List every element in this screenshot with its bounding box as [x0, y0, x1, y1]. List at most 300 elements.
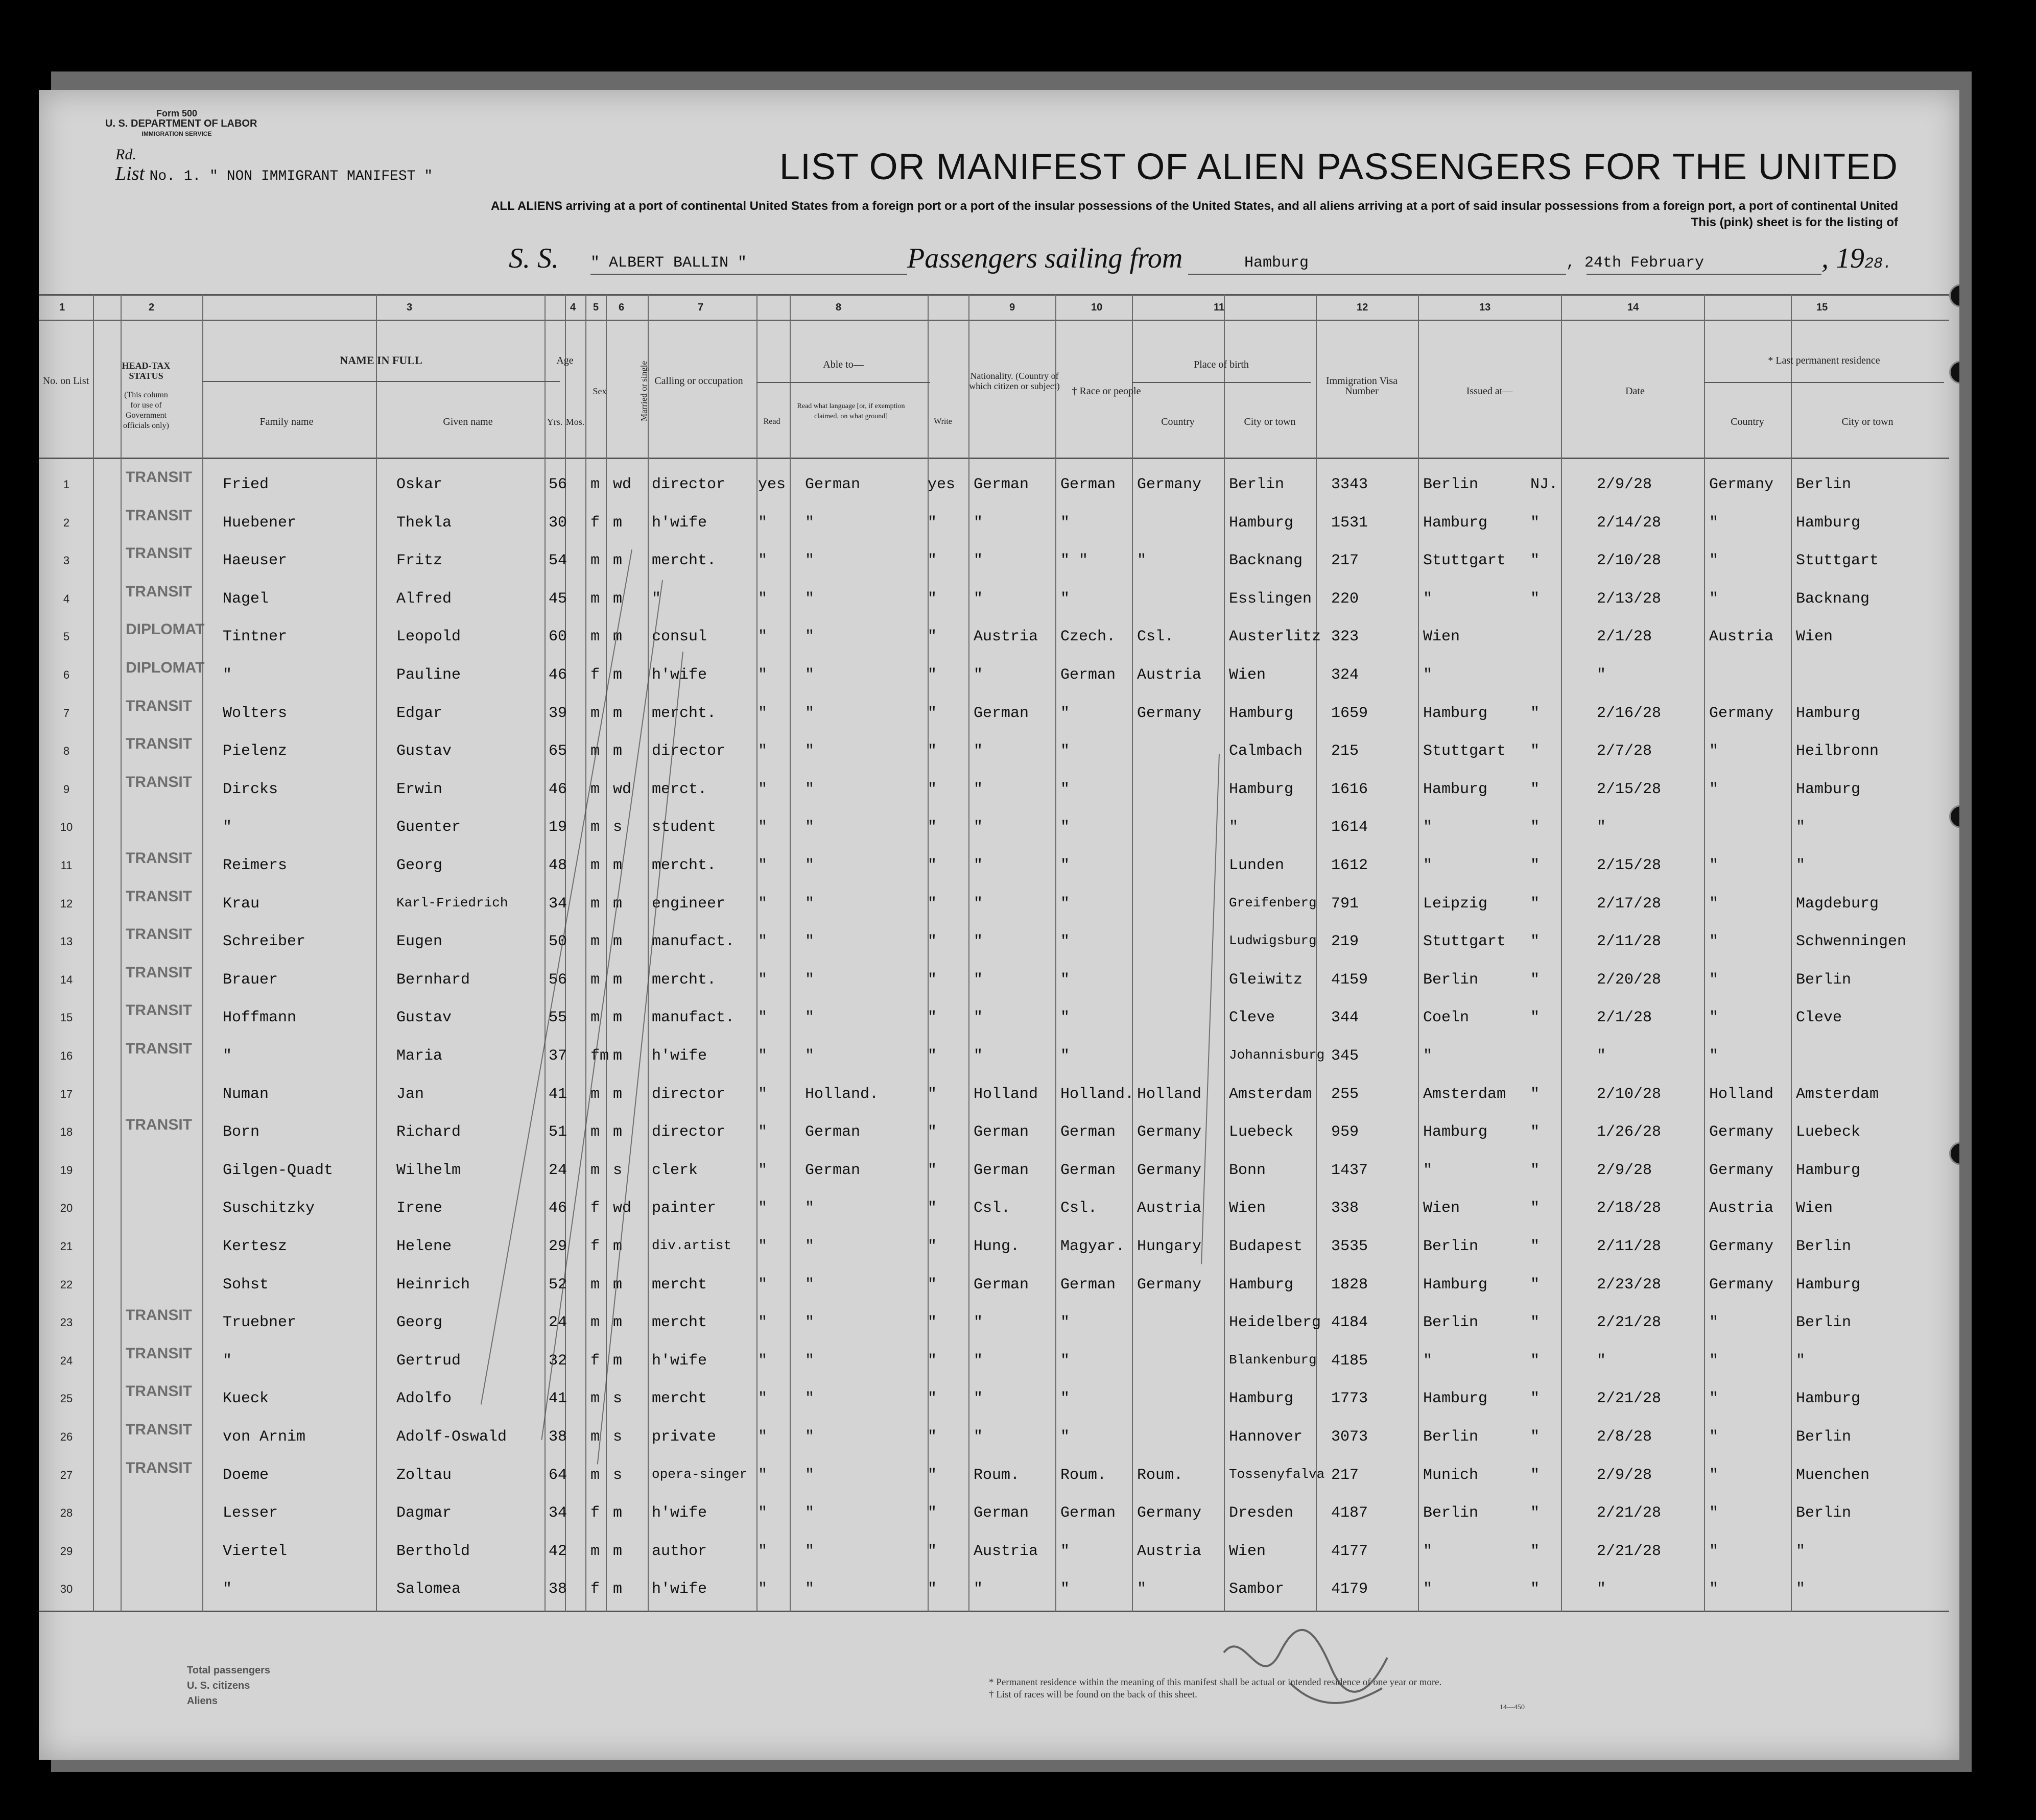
- cell-race: ": [1060, 933, 1070, 951]
- cell-bcity: Amsterdam: [1229, 1085, 1312, 1103]
- cell-rcountry: ": [1709, 780, 1719, 798]
- cell-date: 2/21/28: [1597, 1504, 1662, 1522]
- cell-ms: m: [613, 1542, 623, 1560]
- cell-ms: m: [613, 514, 623, 532]
- cell-write: ": [928, 933, 937, 951]
- column-divider: [1316, 294, 1317, 1612]
- column-number: 12: [1357, 302, 1368, 313]
- cell-race: ": [1060, 514, 1070, 532]
- cell-family: Nagel: [223, 590, 269, 608]
- cell-sex: m: [590, 971, 600, 989]
- sailing-label: Passengers sailing from: [907, 243, 1183, 274]
- cell-bcity: Bonn: [1229, 1161, 1266, 1179]
- department: U. S. DEPARTMENT OF LABOR: [105, 118, 257, 129]
- column-number: 1: [59, 302, 65, 313]
- aliens-label: Aliens: [187, 1695, 218, 1707]
- row-number: 6: [63, 668, 70, 681]
- column-number-border: [39, 320, 1949, 321]
- cell-rcountry: ": [1709, 552, 1719, 570]
- cell-read: ": [758, 1200, 768, 1217]
- head-tax-stamp: TRANSIT: [126, 1116, 192, 1134]
- cell-read: ": [758, 1314, 768, 1332]
- cell-lang: ": [805, 743, 815, 760]
- cell-family: Tintner: [223, 628, 288, 646]
- cell-issued2: ": [1530, 1314, 1540, 1332]
- cell-race: ": [1060, 1352, 1070, 1370]
- row-number: 30: [60, 1583, 73, 1596]
- cell-nat: ": [974, 1580, 983, 1598]
- manifest-sheet: [39, 90, 1959, 1760]
- head-tax-stamp: TRANSIT: [126, 1345, 192, 1362]
- cell-read: ": [758, 704, 768, 722]
- cell-issued: Stuttgart: [1423, 552, 1506, 570]
- cell-visa: 345: [1331, 1047, 1359, 1065]
- cell-rcountry: ": [1709, 590, 1719, 608]
- row-number: 2: [63, 516, 70, 529]
- cell-rcity: ": [1796, 1352, 1806, 1370]
- hdr-date: Date: [1625, 386, 1645, 397]
- cell-issued2: ": [1530, 819, 1540, 836]
- cell-rcity: Luebeck: [1796, 1123, 1861, 1141]
- cell-lang: ": [805, 895, 815, 913]
- cell-sex: m: [590, 1276, 600, 1294]
- cell-bcountry: Germany: [1137, 1123, 1202, 1141]
- cell-ms: m: [613, 895, 623, 913]
- cell-ms: m: [613, 590, 623, 608]
- hdr-res-country: Country: [1731, 416, 1764, 427]
- cell-yrs: 50: [549, 933, 567, 951]
- cell-ms: m: [613, 971, 623, 989]
- cell-given: Salomea: [396, 1580, 461, 1598]
- ship-name-line: [590, 274, 907, 275]
- cell-date: 2/10/28: [1597, 1085, 1662, 1103]
- cell-sex: m: [590, 780, 600, 798]
- row-number: 11: [60, 859, 73, 872]
- row-number: 5: [63, 630, 70, 643]
- cell-race: German: [1060, 666, 1116, 684]
- cell-family: Viertel: [223, 1542, 288, 1560]
- cell-issued: ": [1423, 1542, 1433, 1560]
- cell-rcity: Berlin: [1796, 476, 1852, 493]
- cell-read: ": [758, 1390, 768, 1408]
- hdr-yrs: Yrs.: [547, 417, 563, 427]
- cell-ms: m: [613, 857, 623, 874]
- column-number: 15: [1816, 302, 1828, 313]
- port: Hamburg: [1244, 254, 1309, 272]
- row-number: 13: [60, 935, 73, 948]
- cell-ms: wd: [613, 780, 632, 798]
- cell-sex: m: [590, 1085, 600, 1103]
- cell-yrs: 32: [549, 1352, 567, 1370]
- cell-rcountry: ": [1709, 895, 1719, 913]
- cell-bcity: Luebeck: [1229, 1123, 1294, 1141]
- cell-write: ": [928, 704, 937, 722]
- cell-issued: ": [1423, 1047, 1433, 1065]
- cell-given: Eugen: [396, 933, 443, 951]
- cell-bcity: Calmbach: [1229, 743, 1303, 760]
- cell-visa: 1612: [1331, 857, 1368, 874]
- cell-ms: s: [613, 1161, 623, 1179]
- cell-visa: 215: [1331, 743, 1359, 760]
- cell-issued: Hamburg: [1423, 1123, 1488, 1141]
- cell-family: von Arnim: [223, 1428, 306, 1446]
- cell-nat: ": [974, 971, 983, 989]
- cell-sex: m: [590, 933, 600, 951]
- cell-visa: 324: [1331, 666, 1359, 684]
- cell-issued: Berlin: [1423, 1314, 1479, 1332]
- head-tax-stamp: TRANSIT: [126, 697, 192, 714]
- cell-issued: Amsterdam: [1423, 1085, 1506, 1103]
- cell-issued2: ": [1530, 1200, 1540, 1217]
- column-number: 14: [1627, 302, 1639, 313]
- cell-bcountry: Austria: [1137, 1542, 1202, 1560]
- cell-race: ": [1060, 819, 1070, 836]
- cell-bcity: Hamburg: [1229, 1276, 1294, 1294]
- cell-sex: fm: [590, 1047, 609, 1065]
- cell-bcity: Hannover: [1229, 1428, 1303, 1446]
- cell-given: Irene: [396, 1200, 443, 1217]
- cell-given: Maria: [396, 1047, 443, 1065]
- head-tax-stamp: TRANSIT: [126, 926, 192, 943]
- column-divider: [790, 294, 791, 1612]
- cell-family: Dircks: [223, 780, 278, 798]
- cell-sex: m: [590, 628, 600, 646]
- cell-nat: German: [974, 704, 1029, 722]
- cell-rcity: Heilbronn: [1796, 743, 1879, 760]
- cell-read: ": [758, 666, 768, 684]
- cell-issued2: ": [1530, 1352, 1540, 1370]
- column-divider: [1561, 294, 1562, 1612]
- cell-given: Guenter: [396, 819, 461, 836]
- column-divider: [376, 294, 377, 1612]
- cell-bcountry: Hungary: [1137, 1238, 1202, 1255]
- cell-rcountry: ": [1709, 1580, 1719, 1598]
- cell-read: ": [758, 1466, 768, 1484]
- cell-issued2: ": [1530, 590, 1540, 608]
- cell-occ: ": [652, 590, 661, 608]
- cell-ms: wd: [613, 1200, 632, 1217]
- cell-ms: m: [613, 704, 623, 722]
- cell-visa: 1614: [1331, 819, 1368, 836]
- column-divider: [1704, 294, 1705, 1612]
- cell-yrs: 60: [549, 628, 567, 646]
- cell-yrs: 24: [549, 1161, 567, 1179]
- cell-read: ": [758, 628, 768, 646]
- cell-read: ": [758, 1542, 768, 1560]
- cell-issued2: ": [1530, 1085, 1540, 1103]
- cell-rcity: Berlin: [1796, 1314, 1852, 1332]
- cell-bcity: Wien: [1229, 1542, 1266, 1560]
- cell-bcity: Esslingen: [1229, 590, 1312, 608]
- cell-issued2: ": [1530, 704, 1540, 722]
- cell-yrs: 29: [549, 1238, 567, 1255]
- cell-date: 2/9/28: [1597, 1161, 1652, 1179]
- cell-given: Helene: [396, 1238, 452, 1255]
- cell-lang: German: [805, 1161, 861, 1179]
- cell-rcity: ": [1796, 1580, 1806, 1598]
- column-number: 8: [836, 302, 842, 313]
- cell-nat: Holland: [974, 1085, 1038, 1103]
- cell-lang: Holland.: [805, 1085, 879, 1103]
- cell-ms: m: [613, 628, 623, 646]
- cell-issued: Stuttgart: [1423, 933, 1506, 951]
- row-number: 20: [60, 1202, 73, 1215]
- year: [1821, 242, 1892, 275]
- cell-issued2: ": [1530, 552, 1540, 570]
- form-header: [105, 108, 257, 139]
- cell-ms: s: [613, 1428, 623, 1446]
- hdr-married: Married or single: [639, 361, 649, 422]
- hdr-race: † Race or people: [1072, 386, 1141, 397]
- cell-date: ": [1597, 1580, 1606, 1598]
- cell-read: ": [758, 780, 768, 798]
- cell-lang: ": [805, 1466, 815, 1484]
- cell-yrs: 19: [549, 819, 567, 836]
- cell-read: ": [758, 743, 768, 760]
- column-divider: [202, 294, 203, 1612]
- cell-nat: ": [974, 1314, 983, 1332]
- cell-sex: m: [590, 1161, 600, 1179]
- column-number: 10: [1091, 302, 1103, 313]
- cell-given: Georg: [396, 857, 443, 874]
- cell-read: ": [758, 1504, 768, 1522]
- cell-lang: ": [805, 1009, 815, 1027]
- cell-yrs: 55: [549, 1009, 567, 1027]
- cell-lang: ": [805, 1238, 815, 1255]
- date-line: [1587, 274, 1821, 275]
- punch-hole: [1949, 284, 1959, 307]
- row-number: 26: [60, 1430, 73, 1443]
- cell-sex: m: [590, 1542, 600, 1560]
- cell-family: Brauer: [223, 971, 278, 989]
- cell-nat: Austria: [974, 628, 1038, 646]
- cell-bcity: Hamburg: [1229, 780, 1294, 798]
- cell-rcity: Muenchen: [1796, 1466, 1870, 1484]
- cell-occ: mercht.: [652, 704, 717, 722]
- cell-issued: Coeln: [1423, 1009, 1470, 1027]
- head-tax-stamp: TRANSIT: [126, 1307, 192, 1324]
- cell-family: Suschitzky: [223, 1200, 315, 1217]
- cell-ms: m: [613, 1009, 623, 1027]
- cell-nat: ": [974, 895, 983, 913]
- cell-read: ": [758, 895, 768, 913]
- hdr-read: Read: [763, 417, 780, 426]
- hdr-issued-at: Issued at—: [1466, 386, 1513, 397]
- cell-lang: ": [805, 1542, 815, 1560]
- cell-family: Kueck: [223, 1390, 269, 1408]
- cell-rcity: Berlin: [1796, 1238, 1852, 1255]
- cell-issued2: ": [1530, 1428, 1540, 1446]
- cell-occ: h'wife: [652, 1580, 707, 1598]
- cell-issued2: ": [1530, 780, 1540, 798]
- cell-occ: h'wife: [652, 1047, 707, 1065]
- cell-lang: ": [805, 819, 815, 836]
- cell-race: Czech.: [1060, 628, 1116, 646]
- cell-rcity: Wien: [1796, 628, 1833, 646]
- cell-date: 2/9/28: [1597, 476, 1652, 493]
- cell-write: ": [928, 590, 937, 608]
- cell-nat: ": [974, 743, 983, 760]
- footnote-races: † List of races will be found on the back of this sheet.: [989, 1689, 1197, 1700]
- subtitle-line-1: ALL ALIENS arriving at a port of continental United States from a foreign port or a port of the insular possessions of the United States, and all aliens arriving at a port of said insular possessions from a foreign port, a port of continental United: [490, 199, 1898, 213]
- cell-lang: ": [805, 933, 815, 951]
- cell-nat: ": [974, 1009, 983, 1027]
- cell-rcity: ": [1796, 819, 1806, 836]
- row-number: 28: [60, 1506, 73, 1520]
- cell-sex: m: [590, 1428, 600, 1446]
- cell-occ: consul: [652, 628, 707, 646]
- column-divider: [968, 294, 969, 1612]
- cell-issued2: ": [1530, 1542, 1540, 1560]
- cell-lang: ": [805, 628, 815, 646]
- cell-issued2: ": [1530, 1390, 1540, 1408]
- cell-bcity: Berlin: [1229, 476, 1285, 493]
- cell-bcountry: Germany: [1137, 1276, 1202, 1294]
- cell-given: Wilhelm: [396, 1161, 461, 1179]
- cell-write: ": [928, 552, 937, 570]
- cell-nat: German: [974, 1276, 1029, 1294]
- cell-lang: ": [805, 1504, 815, 1522]
- cell-family: Lesser: [223, 1504, 278, 1522]
- cell-rcountry: ": [1709, 857, 1719, 874]
- cell-occ: h'wife: [652, 1504, 707, 1522]
- cell-nat: German: [974, 1161, 1029, 1179]
- cell-occ: painter: [652, 1200, 717, 1217]
- cell-rcountry: ": [1709, 1466, 1719, 1484]
- cell-write: ": [928, 743, 937, 760]
- cell-race: ": [1060, 1428, 1070, 1446]
- cell-sex: f: [590, 1200, 600, 1217]
- birth-header-line: [1132, 382, 1311, 383]
- cell-write: ": [928, 666, 937, 684]
- cell-given: Adolfo: [396, 1390, 452, 1408]
- cell-family: ": [223, 666, 232, 684]
- cell-given: Adolf-Oswald: [396, 1428, 507, 1446]
- cell-sex: m: [590, 743, 600, 760]
- column-divider: [606, 294, 607, 1612]
- cell-given: Berthold: [396, 1542, 470, 1560]
- hdr-head-tax-note: (This column for use of Government officials only): [123, 391, 169, 430]
- cell-given: Bernhard: [396, 971, 470, 989]
- head-tax-stamp: TRANSIT: [126, 469, 192, 486]
- cell-race: ": [1060, 743, 1070, 760]
- cell-visa: 255: [1331, 1085, 1359, 1103]
- cell-family: Truebner: [223, 1314, 297, 1332]
- cell-bcountry: Austria: [1137, 666, 1202, 684]
- cell-lang: ": [805, 1200, 815, 1217]
- cell-lang: German: [805, 476, 861, 493]
- cell-rcity: Wien: [1796, 1200, 1833, 1217]
- cell-date: 2/15/28: [1597, 780, 1662, 798]
- punch-hole: [1949, 805, 1959, 828]
- cell-read: ": [758, 1580, 768, 1598]
- table-bottom-border: [39, 1611, 1949, 1612]
- cell-lang: ": [805, 666, 815, 684]
- cell-bcity: Lunden: [1229, 857, 1285, 874]
- cell-race: ": [1060, 1580, 1070, 1598]
- cell-family: Doeme: [223, 1466, 269, 1484]
- cell-write: ": [928, 1390, 937, 1408]
- cell-issued: Munich: [1423, 1466, 1479, 1484]
- cell-issued2: ": [1530, 1504, 1540, 1522]
- cell-issued: Berlin: [1423, 1504, 1479, 1522]
- cell-date: 2/9/28: [1597, 1466, 1652, 1484]
- cell-yrs: 45: [549, 590, 567, 608]
- cell-issued: ": [1423, 819, 1433, 836]
- cell-read: ": [758, 1428, 768, 1446]
- cell-race: ": [1060, 1542, 1070, 1560]
- cell-given: Fritz: [396, 552, 443, 570]
- cell-issued2: ": [1530, 1276, 1540, 1294]
- cell-nat: Hung.: [974, 1238, 1020, 1255]
- cell-visa: 4177: [1331, 1542, 1368, 1560]
- cell-race: ": [1060, 590, 1070, 608]
- head-tax-stamp: TRANSIT: [126, 964, 192, 981]
- cell-issued: Hamburg: [1423, 704, 1488, 722]
- cell-occ: mercht: [652, 1314, 707, 1332]
- cell-given: Heinrich: [396, 1276, 470, 1294]
- column-divider: [121, 294, 122, 1612]
- cell-yrs: 37: [549, 1047, 567, 1065]
- cell-visa: 219: [1331, 933, 1359, 951]
- cell-issued: Leipzig: [1423, 895, 1488, 913]
- cell-write: ": [928, 1123, 937, 1141]
- cell-rcountry: ": [1709, 1314, 1719, 1332]
- cell-yrs: 34: [549, 1504, 567, 1522]
- cell-given: Edgar: [396, 704, 443, 722]
- cell-date: 2/1/28: [1597, 628, 1652, 646]
- head-tax-stamp: TRANSIT: [126, 735, 192, 753]
- cell-read: yes: [758, 476, 786, 493]
- cell-ms: m: [613, 1504, 623, 1522]
- cell-date: 2/23/28: [1597, 1276, 1662, 1294]
- cell-visa: 1659: [1331, 704, 1368, 722]
- cell-yrs: 42: [549, 1542, 567, 1560]
- head-tax-stamp: TRANSIT: [126, 1002, 192, 1019]
- sailing-date: , 24th February: [1566, 254, 1704, 272]
- cell-read: ": [758, 819, 768, 836]
- cell-occ: h'wife: [652, 1352, 707, 1370]
- cell-rcountry: ": [1709, 1428, 1719, 1446]
- list-label: [115, 162, 433, 185]
- column-number: 9: [1009, 302, 1015, 313]
- cell-bcity: Gleiwitz: [1229, 971, 1303, 989]
- cell-race: ": [1060, 895, 1070, 913]
- cell-given: Jan: [396, 1085, 424, 1103]
- cell-date: 2/21/28: [1597, 1390, 1662, 1408]
- cell-sex: m: [590, 1390, 600, 1408]
- hdr-write: Write: [934, 417, 952, 426]
- cell-occ: h'wife: [652, 666, 707, 684]
- cell-occ: mercht.: [652, 857, 717, 874]
- hdr-read-language: Read what language [or, if exemption claimed, on what ground]: [797, 402, 905, 420]
- cell-bcity: Sambor: [1229, 1580, 1285, 1598]
- hdr-nationality: Nationality. (Country of which citizen or subject): [969, 371, 1060, 391]
- us-citizens-label: U. S. citizens: [187, 1680, 250, 1691]
- row-number: 25: [60, 1392, 73, 1405]
- cell-write: ": [928, 1161, 937, 1179]
- cell-ms: m: [613, 933, 623, 951]
- cell-date: 1/26/28: [1597, 1123, 1662, 1141]
- cell-read: ": [758, 514, 768, 532]
- cell-nat: ": [974, 933, 983, 951]
- cell-race: ": [1060, 780, 1070, 798]
- cell-issued2: ": [1530, 971, 1540, 989]
- year-prefix: , 19: [1821, 243, 1864, 274]
- cell-yrs: 46: [549, 780, 567, 798]
- page-title: LIST OR MANIFEST OF ALIEN PASSENGERS FOR THE UNITED: [779, 147, 1898, 187]
- row-number: 27: [60, 1468, 73, 1481]
